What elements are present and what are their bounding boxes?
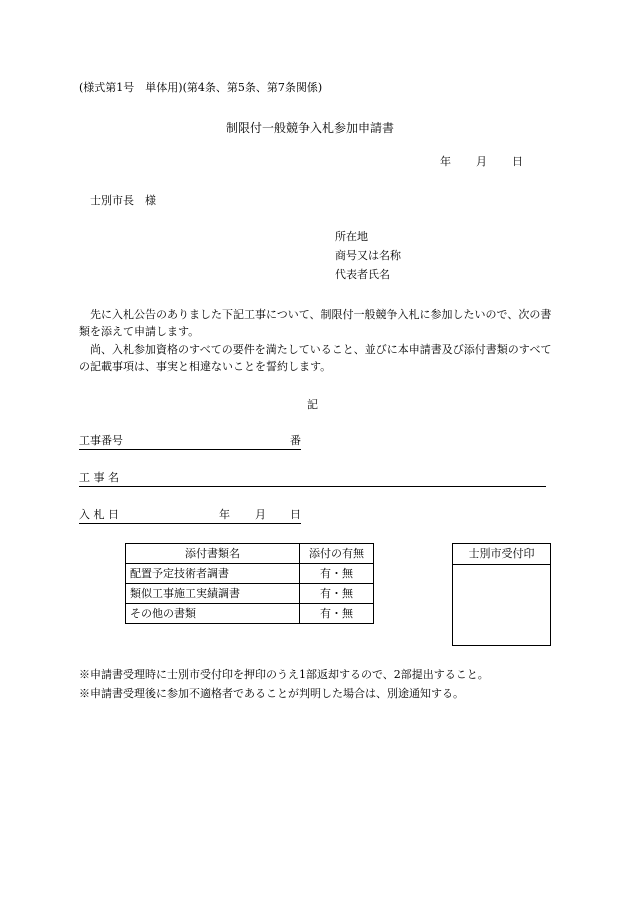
- work-number-suffix: 番: [290, 434, 301, 447]
- attachment-name: 配置予定技術者調書: [126, 564, 300, 584]
- attachment-name: 類似工事施工実績調書: [126, 584, 300, 604]
- note-2: ※申請書受理後に参加不適格者であることが判明した場合は、別途通知する。: [79, 687, 464, 700]
- attachment-name: その他の書類: [126, 604, 300, 624]
- attachments-table: [125, 543, 374, 624]
- document-title: 制限付一般競争入札参加申請書: [226, 121, 395, 135]
- table-header-row: [126, 544, 374, 564]
- body-paragraph-1: 先に入札公告のありました下記工事について、制限付一般競争入札に参加したいので、次の書類を添えて申請します。: [79, 308, 552, 338]
- work-name-label: 工 事 名: [79, 471, 119, 484]
- applicant-address-label: 所在地: [335, 230, 368, 243]
- applicant-trade-name-label: 商号又は名称: [335, 249, 401, 262]
- column-header-presence: 添付の有無: [300, 544, 374, 564]
- date-month: 月: [476, 155, 487, 168]
- date-day: 日: [512, 155, 523, 168]
- applicant-representative-label: 代表者氏名: [335, 268, 390, 281]
- bid-date-label: 入 札 日: [79, 508, 119, 521]
- table-row: [126, 604, 374, 624]
- attachment-presence: 有・無: [300, 584, 374, 604]
- reception-stamp-label: 士別市受付印: [453, 544, 550, 565]
- date-year: 年: [440, 155, 451, 168]
- form-label: (様式第1号 単体用)(第4条、第5条、第7条関係): [79, 81, 323, 94]
- table-row: [126, 584, 374, 604]
- table-row: [126, 564, 374, 584]
- work-number-underline: [79, 449, 301, 450]
- work-name-underline: [79, 486, 546, 487]
- addressee: 士別市長 様: [90, 194, 156, 207]
- body-paragraph-2: 尚、入札参加資格のすべての要件を満たしていること、並びに本申請書及び添付書類のすべての記載事項は、事実と相違ないことを誓約します。: [79, 343, 552, 373]
- bid-date-month: 月: [255, 508, 266, 521]
- note-1: ※申請書受理時に士別市受付印を押印のうえ1部返却するので、2部提出すること。: [79, 668, 489, 681]
- reception-stamp-box: [452, 543, 551, 646]
- attachment-presence: 有・無: [300, 604, 374, 624]
- work-number-label: 工事番号: [79, 434, 123, 447]
- bid-date-year: 年: [219, 508, 230, 521]
- attachment-presence: 有・無: [300, 564, 374, 584]
- bid-date-day: 日: [290, 508, 301, 521]
- column-header-attachment-name: 添付書類名: [126, 544, 300, 564]
- bid-date-underline: [79, 523, 301, 524]
- ki-heading: 記: [307, 398, 318, 411]
